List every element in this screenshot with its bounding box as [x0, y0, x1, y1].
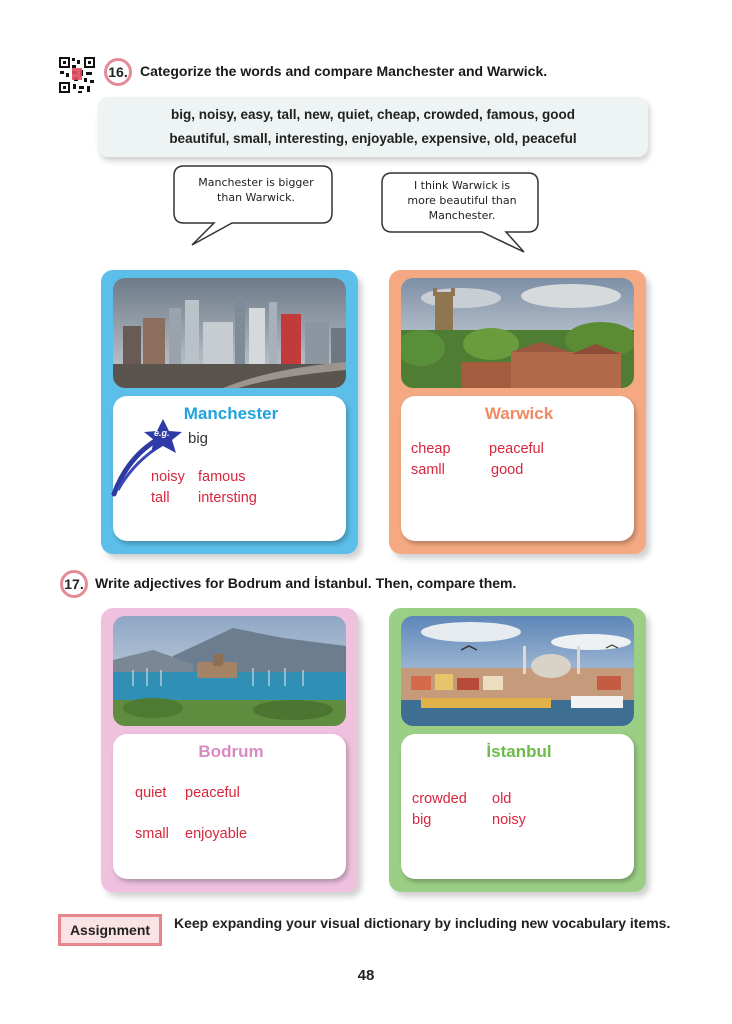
assignment-text: Keep expanding your visual dictionary by including new vocabulary items.: [174, 915, 671, 931]
manchester-title: Manchester: [183, 404, 279, 423]
eg-badge-label: e.g.: [154, 428, 170, 438]
word-bank-line-2: beautiful, small, interesting, enjoyable, expensive, old, peaceful: [169, 131, 577, 146]
istanbul-word: crowded: [412, 791, 467, 807]
assignment-label: Assignment: [58, 914, 162, 946]
warwick-title: Warwick: [484, 404, 554, 423]
bubble-right-text: [384, 178, 540, 223]
bodrum-word: small: [135, 826, 169, 842]
manchester-word: noisy: [151, 469, 185, 485]
bodrum-word: peaceful: [185, 785, 240, 801]
bubble-left-text: [176, 175, 336, 205]
task-17-title: Write adjectives for Bodrum and İstanbul. Then, compare them.: [95, 575, 517, 591]
istanbul-word: old: [492, 791, 512, 807]
manchester-word: famous: [198, 469, 246, 485]
bodrum-photo: [113, 616, 346, 726]
warwick-photo: [401, 278, 634, 388]
istanbul-title: İstanbul: [486, 742, 552, 761]
star-badge-icon: [108, 416, 188, 498]
word-bank-line-1: big, noisy, easy, tall, new, quiet, cheap, crowded, famous, good: [170, 107, 576, 122]
manchester-word: intersting: [198, 490, 257, 506]
task-17-number: 17.: [60, 570, 88, 598]
qr-code-icon[interactable]: [58, 56, 96, 94]
bubble-right-line: Manchester.: [428, 209, 496, 222]
bodrum-title: Bodrum: [198, 742, 264, 761]
bodrum-word: enjoyable: [185, 826, 248, 842]
task-16-number: 16.: [104, 58, 132, 86]
bubble-left-line: Manchester is bigger: [198, 176, 314, 189]
bodrum-word: quiet: [135, 785, 167, 801]
bubble-right-line: I think Warwick is: [413, 179, 511, 192]
warwick-word: peaceful: [489, 441, 544, 457]
manchester-photo: [113, 278, 346, 388]
word-bank: [98, 97, 648, 157]
manchester-example-word: big: [188, 430, 209, 447]
bubble-left-line: than Warwick.: [217, 191, 295, 204]
page-number: 48: [357, 967, 375, 984]
istanbul-word: big: [412, 812, 432, 828]
warwick-word: cheap: [411, 441, 451, 457]
bubble-right-line: more beautiful than: [407, 194, 517, 207]
istanbul-word: noisy: [492, 812, 526, 828]
task-16-title: Categorize the words and compare Manchester and Warwick.: [140, 63, 548, 79]
manchester-word: tall: [151, 490, 170, 506]
istanbul-photo: [401, 616, 634, 726]
warwick-word: samll: [411, 462, 445, 478]
warwick-word: good: [491, 462, 524, 478]
